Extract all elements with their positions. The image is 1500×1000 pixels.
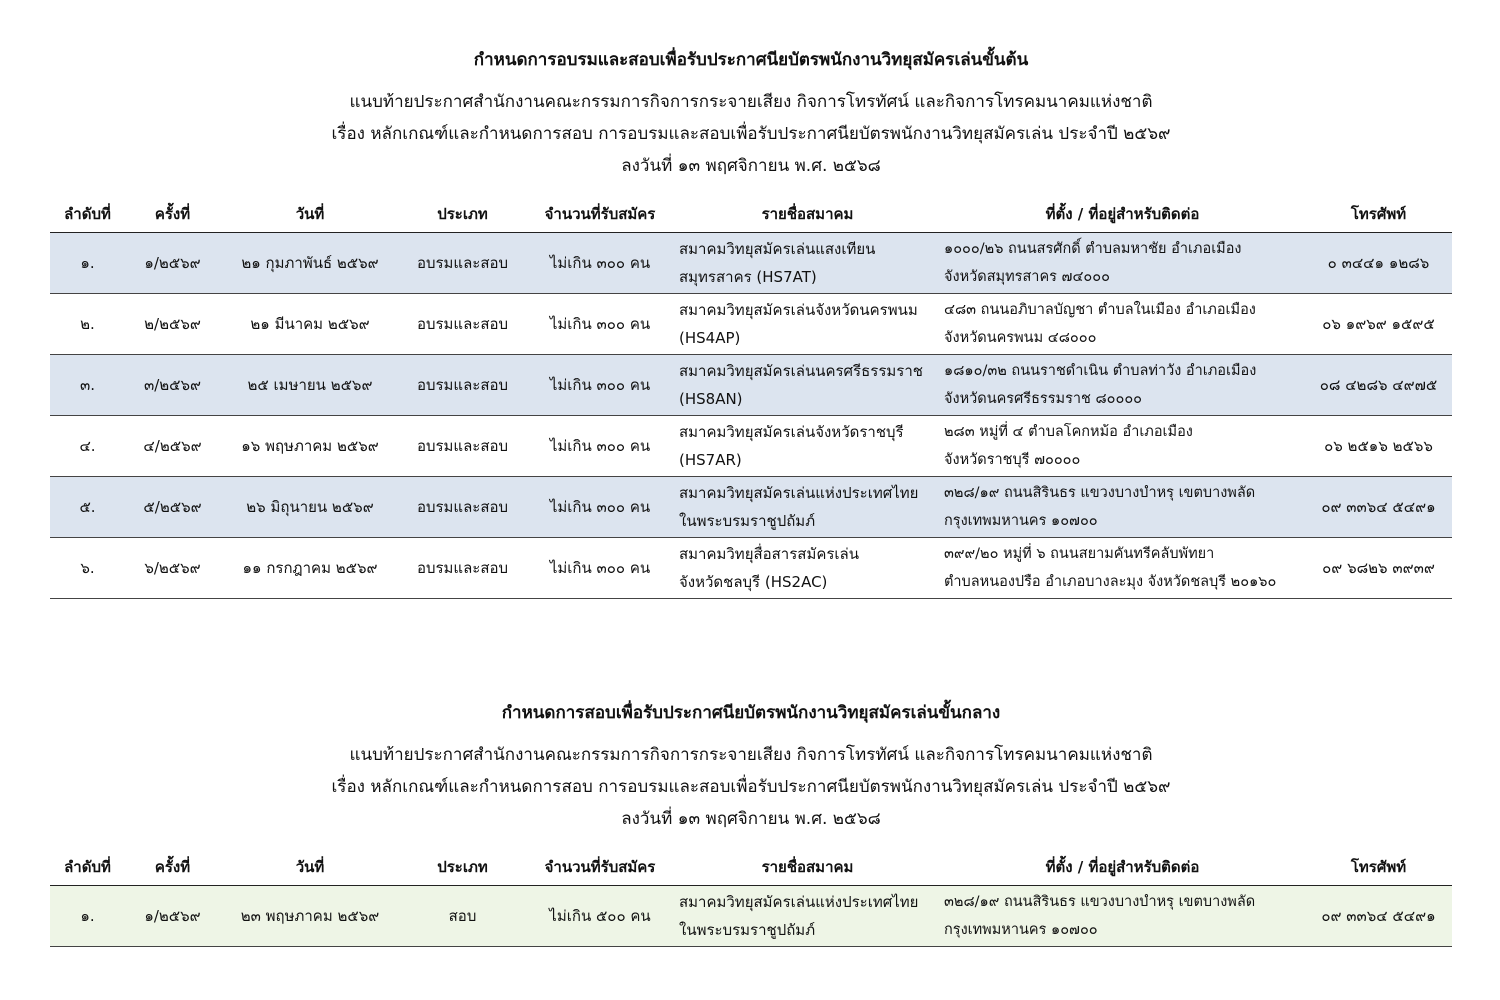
header-cell: ครั้งที่ — [125, 849, 220, 886]
subtitle-line: เรื่อง หลักเกณฑ์และกำหนดการสอบ การอบรมและสอบเพื่อรับประกาศนียบัตรพนักงานวิทยุสมัครเล่น ประจำปี ๒๕๖๙ — [331, 124, 1171, 144]
capacity-cell: ไม่เกิน ๓๐๐ คน — [525, 233, 675, 294]
address-cell — [940, 477, 1305, 538]
subtitle-line: ลงวันที่ ๑๓ พฤศจิกายน พ.ศ. ๒๕๖๘ — [621, 156, 881, 176]
schedule-table — [50, 849, 1452, 947]
header-cell: ครั้งที่ — [125, 196, 220, 233]
row-number: ๔. — [50, 416, 125, 477]
address-line: ๔๘๓ ถนนอภิบาลบัญชา ตำบลในเมือง อำเภอเมือง — [944, 302, 1256, 318]
association-line: สมาคมวิทยุสมัครเล่นแสงเทียน — [679, 240, 876, 258]
round-cell: ๓/๒๕๖๙ — [125, 355, 220, 416]
section-title: กำหนดการสอบเพื่อรับประกาศนียบัตรพนักงานวิทยุสมัครเล่นขั้นกลาง — [501, 703, 1001, 723]
capacity-cell: ไม่เกิน ๓๐๐ คน — [525, 477, 675, 538]
round-cell: ๔/๒๕๖๙ — [125, 416, 220, 477]
association-line: สมาคมวิทยุสมัครเล่นจังหวัดนครพนม — [679, 301, 918, 319]
capacity-cell: ไม่เกิน ๓๐๐ คน — [525, 538, 675, 599]
association-line: จังหวัดชลบุรี (HS2AC) — [679, 573, 828, 591]
table-row — [50, 477, 1452, 538]
row-number: ๑. — [50, 233, 125, 294]
header-cell: รายชื่อสมาคม — [675, 196, 940, 233]
address-cell — [940, 294, 1305, 355]
header-cell: จำนวนที่รับสมัคร — [525, 196, 675, 233]
subtitle-line: แนบท้ายประกาศสำนักงานคณะกรรมการกิจการกระจายเสียง กิจการโทรทัศน์ และกิจการโทรคมนาคมแห่งชาติ — [349, 92, 1153, 112]
row-number: ๖. — [50, 538, 125, 599]
phone-cell: ๐๖ ๑๙๖๙ ๑๕๙๕ — [1305, 294, 1452, 355]
header-cell: วันที่ — [220, 196, 400, 233]
table-row — [50, 886, 1452, 947]
type-cell: อบรมและสอบ — [400, 416, 525, 477]
table-header-row — [50, 849, 1452, 886]
type-cell: อบรมและสอบ — [400, 538, 525, 599]
phone-cell: ๐๙ ๖๘๒๖ ๓๙๓๙ — [1305, 538, 1452, 599]
address-line: ๑๐๐๐/๒๖ ถนนสรศักดิ์ ตำบลมหาชัย อำเภอเมือง — [944, 241, 1242, 257]
header-cell: ลำดับที่ — [50, 849, 125, 886]
association-cell — [675, 538, 940, 599]
capacity-cell: ไม่เกิน ๕๐๐ คน — [525, 886, 675, 947]
round-cell: ๖/๒๕๖๙ — [125, 538, 220, 599]
table-row — [50, 294, 1452, 355]
date-cell: ๒๑ กุมภาพันธ์ ๒๕๖๙ — [220, 233, 400, 294]
subtitle-block — [50, 739, 1452, 835]
table-header-row — [50, 196, 1452, 233]
header-cell: ลำดับที่ — [50, 196, 125, 233]
address-line: จังหวัดราชบุรี ๗๐๐๐๐ — [944, 452, 1081, 468]
header-cell: โทรศัพท์ — [1305, 196, 1452, 233]
phone-cell: ๐๙ ๓๓๖๔ ๕๔๙๑ — [1305, 477, 1452, 538]
association-line: (HS4AP) — [679, 329, 741, 347]
row-number: ๕. — [50, 477, 125, 538]
address-cell — [940, 416, 1305, 477]
address-cell — [940, 886, 1305, 947]
association-line: สมาคมวิทยุสื่อสารสมัครเล่น — [679, 545, 859, 563]
address-line: จังหวัดสมุทรสาคร ๗๔๐๐๐ — [944, 269, 1110, 285]
association-line: (HS8AN) — [679, 390, 743, 408]
date-cell: ๒๓ พฤษภาคม ๒๕๖๙ — [220, 886, 400, 947]
address-line: ๓๙๙/๒๐ หมู่ที่ ๖ ถนนสยามคันทรีคลับพัทยา — [944, 546, 1215, 562]
type-cell: อบรมและสอบ — [400, 294, 525, 355]
row-number: ๓. — [50, 355, 125, 416]
address-line: ๓๒๘/๑๙ ถนนสิรินธร แขวงบางบำหรุ เขตบางพลัด — [944, 894, 1256, 910]
address-line: กรุงเทพมหานคร ๑๐๗๐๐ — [944, 513, 1098, 529]
header-cell: ที่ตั้ง / ที่อยู่สำหรับติดต่อ — [940, 849, 1305, 886]
type-cell: อบรมและสอบ — [400, 355, 525, 416]
section-title: กำหนดการอบรมและสอบเพื่อรับประกาศนียบัตรพนักงานวิทยุสมัครเล่นขั้นต้น — [473, 50, 1029, 70]
association-line: สมาคมวิทยุสมัครเล่นจังหวัดราชบุรี — [679, 423, 904, 441]
association-cell — [675, 886, 940, 947]
type-cell: อบรมและสอบ — [400, 233, 525, 294]
association-line: ในพระบรมราชูปถัมภ์ — [679, 921, 816, 939]
association-line: ในพระบรมราชูปถัมภ์ — [679, 512, 816, 530]
address-line: ๒๘๓ หมู่ที่ ๔ ตำบลโคกหม้อ อำเภอเมือง — [944, 424, 1193, 440]
round-cell: ๒/๒๕๖๙ — [125, 294, 220, 355]
date-cell: ๑๖ พฤษภาคม ๒๕๖๙ — [220, 416, 400, 477]
capacity-cell: ไม่เกิน ๓๐๐ คน — [525, 416, 675, 477]
header-cell: รายชื่อสมาคม — [675, 849, 940, 886]
capacity-cell: ไม่เกิน ๓๐๐ คน — [525, 294, 675, 355]
association-cell — [675, 416, 940, 477]
header-cell: จำนวนที่รับสมัคร — [525, 849, 675, 886]
round-cell: ๑/๒๕๖๙ — [125, 886, 220, 947]
address-line: ๓๒๘/๑๙ ถนนสิรินธร แขวงบางบำหรุ เขตบางพลัด — [944, 485, 1256, 501]
row-number: ๑. — [50, 886, 125, 947]
association-cell — [675, 294, 940, 355]
address-cell — [940, 538, 1305, 599]
capacity-cell: ไม่เกิน ๓๐๐ คน — [525, 355, 675, 416]
intermediate-level-schedule — [50, 697, 1452, 947]
address-line: ๑๘๑๐/๓๒ ถนนราชดำเนิน ตำบลท่าวัง อำเภอเมือง — [944, 363, 1257, 379]
date-cell: ๒๑ มีนาคม ๒๕๖๙ — [220, 294, 400, 355]
table-row — [50, 355, 1452, 416]
header-cell: ประเภท — [400, 849, 525, 886]
phone-cell: ๐ ๓๔๔๑ ๑๒๘๖ — [1305, 233, 1452, 294]
association-line: สมาคมวิทยุสมัครเล่นแห่งประเทศไทย — [679, 893, 919, 911]
header-cell: โทรศัพท์ — [1305, 849, 1452, 886]
association-line: สมุทรสาคร (HS7AT) — [679, 268, 817, 286]
association-line: (HS7AR) — [679, 451, 742, 469]
table-row — [50, 538, 1452, 599]
address-line: ตำบลหนองปรือ อำเภอบางละมุง จังหวัดชลบุรี ๒๐๑๖๐ — [944, 574, 1277, 590]
round-cell: ๕/๒๕๖๙ — [125, 477, 220, 538]
round-cell: ๑/๒๕๖๙ — [125, 233, 220, 294]
subtitle-line: ลงวันที่ ๑๓ พฤศจิกายน พ.ศ. ๒๕๖๘ — [621, 809, 881, 829]
table-row — [50, 233, 1452, 294]
header-cell: วันที่ — [220, 849, 400, 886]
association-cell — [675, 355, 940, 416]
date-cell: ๒๕ เมษายน ๒๕๖๙ — [220, 355, 400, 416]
address-cell — [940, 355, 1305, 416]
association-cell — [675, 233, 940, 294]
table-row — [50, 416, 1452, 477]
subtitle-line: แนบท้ายประกาศสำนักงานคณะกรรมการกิจการกระจายเสียง กิจการโทรทัศน์ และกิจการโทรคมนาคมแห่งชาติ — [349, 745, 1153, 765]
date-cell: ๒๖ มิถุนายน ๒๕๖๙ — [220, 477, 400, 538]
association-line: สมาคมวิทยุสมัครเล่นนครศรีธรรมราช — [679, 362, 923, 380]
type-cell: สอบ — [400, 886, 525, 947]
address-line: จังหวัดนครพนม ๔๘๐๐๐ — [944, 330, 1097, 346]
address-line: กรุงเทพมหานคร ๑๐๗๐๐ — [944, 922, 1098, 938]
address-line: จังหวัดนครศรีธรรมราช ๘๐๐๐๐ — [944, 391, 1143, 407]
schedule-table — [50, 196, 1452, 599]
header-cell: ที่ตั้ง / ที่อยู่สำหรับติดต่อ — [940, 196, 1305, 233]
subtitle-block — [50, 86, 1452, 182]
row-number: ๒. — [50, 294, 125, 355]
phone-cell: ๐๘ ๔๒๘๖ ๔๙๗๕ — [1305, 355, 1452, 416]
address-cell — [940, 233, 1305, 294]
header-cell: ประเภท — [400, 196, 525, 233]
basic-level-schedule — [50, 44, 1452, 599]
association-cell — [675, 477, 940, 538]
association-line: สมาคมวิทยุสมัครเล่นแห่งประเทศไทย — [679, 484, 919, 502]
date-cell: ๑๑ กรกฎาคม ๒๕๖๙ — [220, 538, 400, 599]
subtitle-line: เรื่อง หลักเกณฑ์และกำหนดการสอบ การอบรมและสอบเพื่อรับประกาศนียบัตรพนักงานวิทยุสมัครเล่น ประจำปี ๒๕๖๙ — [331, 777, 1171, 797]
type-cell: อบรมและสอบ — [400, 477, 525, 538]
phone-cell: ๐๙ ๓๓๖๔ ๕๔๙๑ — [1305, 886, 1452, 947]
phone-cell: ๐๖ ๒๕๑๖ ๒๕๖๖ — [1305, 416, 1452, 477]
